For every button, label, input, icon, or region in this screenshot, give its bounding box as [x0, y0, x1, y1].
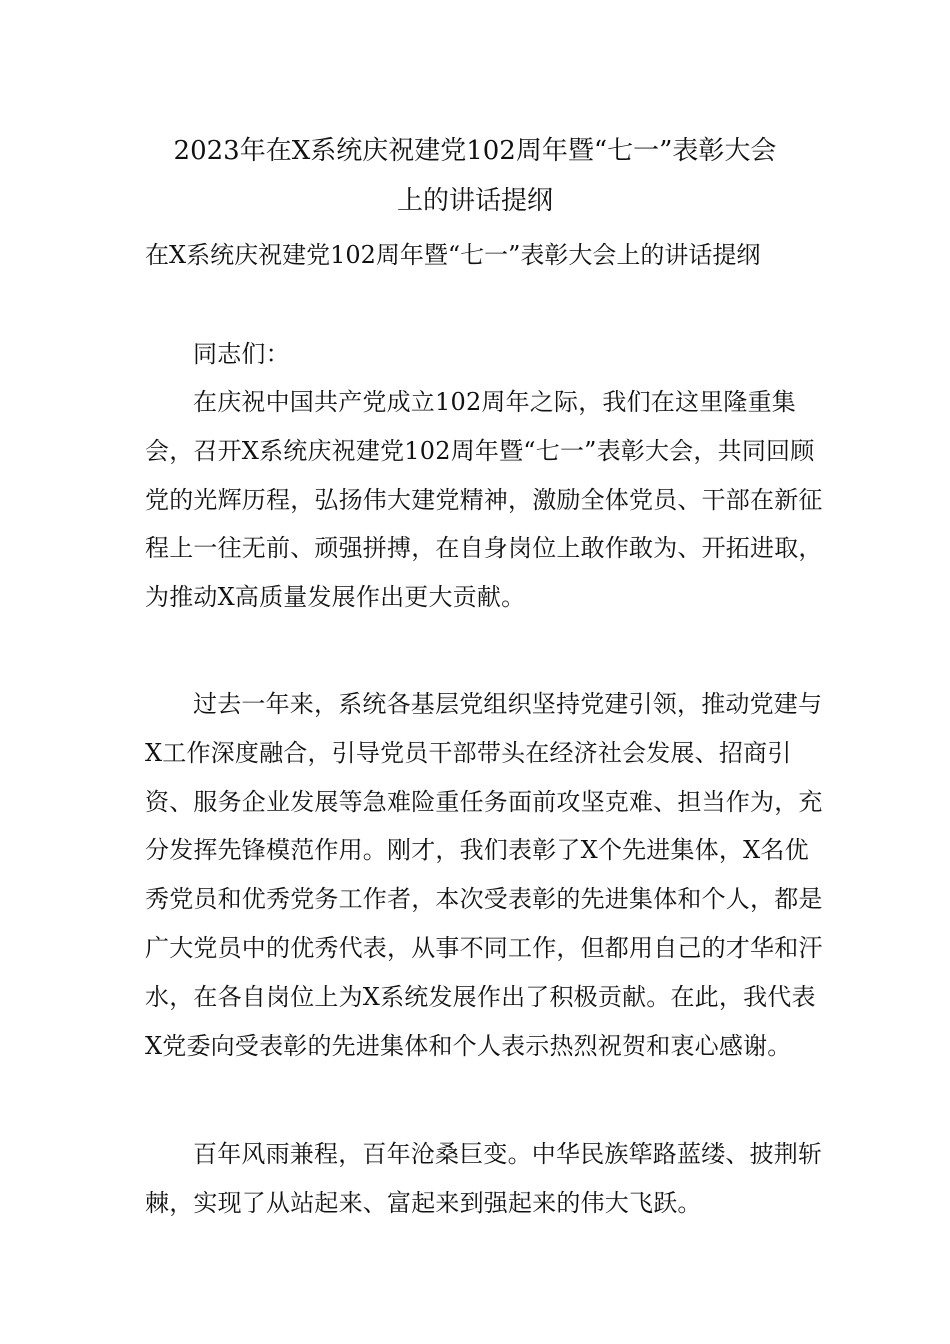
- paragraph-opening: 在庆祝中国共产党成立102周年之际，我们在这里隆重集会，召开X系统庆祝建党102周年暨“七一”表彰大会，共同回顾党的光辉历程，弘扬伟大建党精神，激励全体党员、干部在新征程上一往无前、顽强拼搏，在自身岗位上敢作敢为、开拓进取，为推动X高质量发展作出更大贡献。: [145, 388, 823, 612]
- greeting: 同志们：: [193, 340, 290, 368]
- paragraph-review: 过去一年来，系统各基层党组织坚持党建引领，推动党建与X工作深度融合，引导党员干部带头在经济社会发展、招商引资、服务企业发展等急难险重任务面前攻坚克难、担当作为，充分发挥先锋模范作用。刚才，我们表彰了X个先进集体，X名优秀党员和优秀党务工作者，本次受表彰的先进集体和个人，都是广大党员中的优秀代表，从事不同工作，但都用自己的才华和汗水，在各自岗位上为X系统发展作出了积极贡献。在此，我代表X党委向受表彰的先进集体和个人表示热烈祝贺和衷心感谢。: [145, 690, 823, 1060]
- document-subtitle: 在X系统庆祝建党102周年暨“七一”表彰大会上的讲话提纲: [145, 241, 761, 269]
- document-title-line2: 上的讲话提纲: [396, 186, 553, 216]
- document-title-line1: 2023年在X系统庆祝建党102周年暨“七一”表彰大会: [173, 136, 777, 166]
- paragraph-history: 百年风雨兼程，百年沧桑巨变。中华民族筚路蓝缕、披荆斩棘，实现了从站起来、富起来到强起来的伟大飞跃。: [145, 1140, 823, 1217]
